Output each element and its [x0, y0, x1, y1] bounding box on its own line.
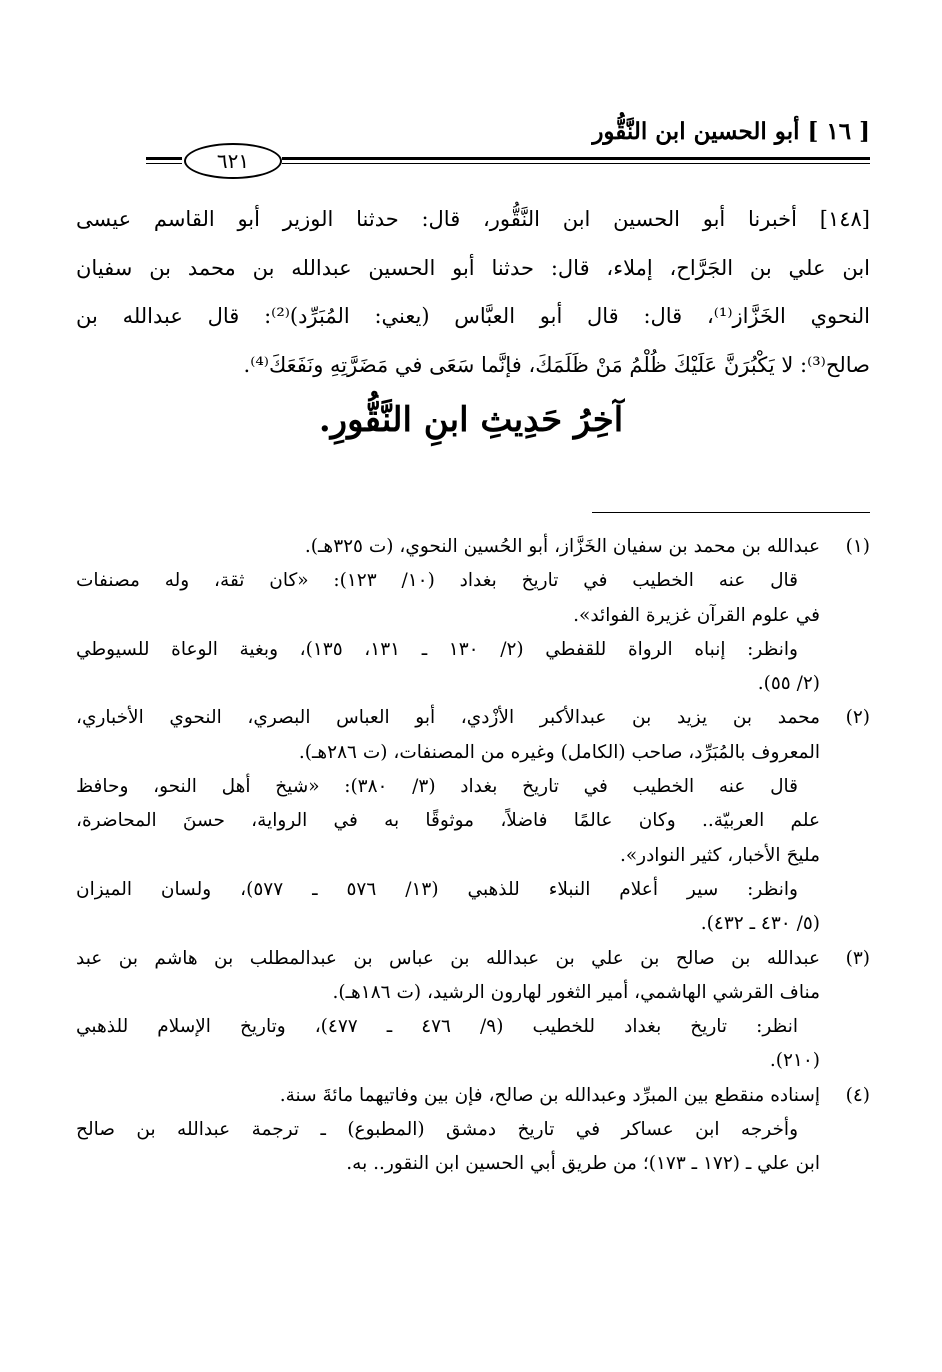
main-text	[76, 195, 870, 389]
footnote-line: (٢١٠).	[769, 1050, 820, 1072]
footnote-line: في علوم القرآن غزيرة الفوائد».	[573, 604, 820, 626]
footnote-line: إسناده منقطع بين المبرِّد وعبدالله بن صالح، فإن بين وفاتيهما مائةَ سنة.	[279, 1084, 820, 1106]
footnote-line: (٥/ ٤٣٠ ـ ٤٣٢).	[700, 913, 820, 935]
footnote-line: قال عنه الخطيب في تاريخ بغداد (٣/ ٣٨٠): «شيخ أهل النحو، وحافظ	[76, 776, 798, 798]
footnote-1	[76, 530, 870, 701]
closing-title: آخِرُ حَدِيثِ ابنِ النَّقُّورِ.	[318, 400, 624, 440]
footnote-3	[76, 942, 870, 1079]
footnote-line: انظر: تاريخ بغداد للخطيب (٩/ ٤٧٦ ـ ٤٧٧)، وتاريخ الإسلام للذهبي	[76, 1016, 798, 1038]
main-line: ابن علي بن الجَرَّاح، إملاء، قال: حدثنا أبو الحسين عبدالله بن محمد بن سفيان	[76, 255, 870, 280]
main-line: صالح⁽³⁾: لا يَكْبُرَنَّ عَلَيْكَ ظُلْمُ مَنْ ظَلَمَكَ، فإنَّما سَعَى في مَضَرَّتِهِ ونَفَعَكَ⁽⁴⁾.	[243, 352, 870, 377]
footnote-line: وانظر: إنباه الرواة للقفطي (٢/ ١٣٠ ـ ١٣١، ١٣٥)، وبغية الوعاة للسيوطي	[76, 638, 798, 660]
footnote-line: المعروف بالمُبَرِّد، صاحب (الكامل) وغيره من المصنفات، (ت ٢٨٦هـ).	[298, 741, 820, 763]
footnote-line: وأخرجه ابن عساكر في تاريخ دمشق (المطبوع) ـ ترجمة عبدالله بن صالح	[76, 1119, 798, 1141]
main-line: النحوي الخَزَّاز⁽¹⁾، قال: قال أبو العبَّاس (يعني: المُبَرِّد)⁽²⁾: قال عبدالله بن	[76, 304, 870, 328]
footnote-paragraph	[76, 1010, 820, 1044]
footnote-number: (٢)	[845, 707, 870, 729]
footnote-number: (٤)	[845, 1084, 870, 1106]
footnote-4	[76, 1079, 870, 1182]
running-head: [ ١٦ ] أبو الحسين ابن النَّقُّور	[592, 118, 870, 145]
page-number: ٦٢١	[184, 143, 282, 179]
footnote-line: وانظر: سير أعلام النبلاء للذهبي (١٣/ ٥٧٦ ـ ٥٧٧)، ولسان الميزان	[76, 878, 798, 900]
footnote-line: مناف القرشي الهاشمي، أمير الثغور لهارون الرشيد، (ت ١٨٦هـ).	[332, 981, 820, 1003]
footnote-line: مليحَ الأخبار، كثير النوادر».	[619, 844, 820, 866]
footnote-number: (١)	[845, 536, 870, 557]
footnote-line: علم العربيّة.. وكان عالمًا فاضلاً، موثوقًا به في الرواية، حسنَ المحاضرة،	[76, 810, 820, 832]
footnote-line: ابن علي ـ (١٧٢ ـ ١٧٣)؛ من طريق أبي الحسين ابن النقور.. به.	[346, 1153, 820, 1175]
footnote-paragraph	[76, 770, 820, 804]
footnote-number: (٣)	[845, 947, 870, 969]
footnotes	[76, 530, 870, 1182]
footnote-line: قال عنه الخطيب في تاريخ بغداد (١٠/ ١٢٣): «كان ثقة، وله مصنفات	[76, 570, 798, 592]
header-rule-short	[146, 157, 182, 164]
footnote-line: عبدالله بن صالح بن علي بن عبدالله بن عباس بن عبدالمطلب بن هاشم بن عبد	[76, 947, 820, 969]
footnote-paragraph	[76, 564, 820, 598]
footnote-paragraph	[76, 633, 820, 667]
footnote-line: عبدالله بن محمد بن سفيان الخَزَّاز، أبو الحُسين النحوي، (ت ٣٢٥هـ).	[304, 536, 820, 557]
header-rule	[282, 157, 870, 164]
footnote-line: (٢/ ٥٥).	[757, 673, 820, 695]
footnote-2	[76, 701, 870, 941]
footnote-paragraph	[76, 1113, 820, 1147]
footnote-line: محمد بن يزيد بن عبدالأكبر الأزْدي، أبو العباس البصري، النحوي الأخباري،	[76, 707, 820, 729]
footnote-paragraph	[76, 873, 820, 907]
main-line: [١٤٨] أخبرنا أبو الحسين ابن النَّقُّور، قال: حدثنا الوزير أبو القاسم عيسى	[76, 207, 870, 231]
footnote-separator	[592, 512, 870, 513]
